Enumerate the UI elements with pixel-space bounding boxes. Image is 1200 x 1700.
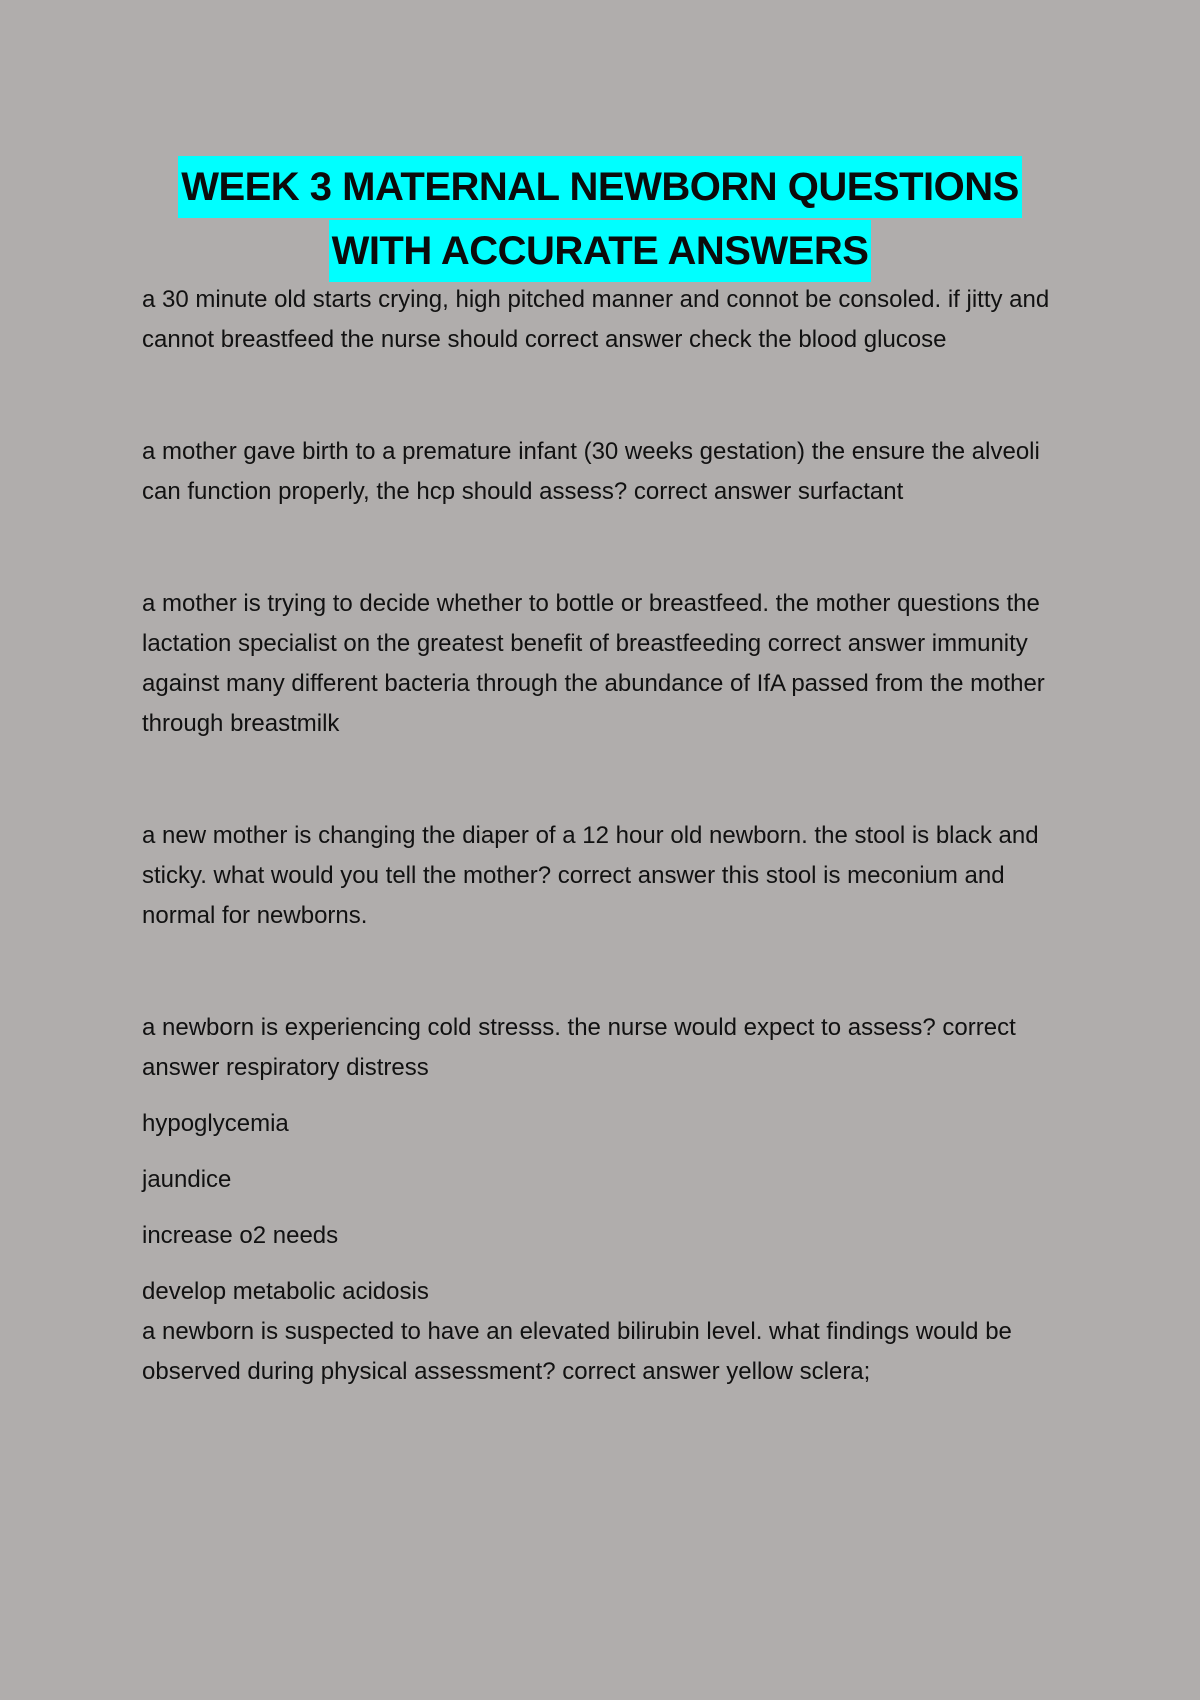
qa-entry-2: a mother gave birth to a premature infant (30 weeks gestation) the ensure the alveoli can function properly, the hcp should assess? correct answer surfactant [142, 438, 1040, 505]
title-line-1: WEEK 3 MATERNAL NEWBORN QUESTIONS [178, 156, 1022, 218]
title-line-2: WITH ACCURATE ANSWERS [329, 220, 872, 282]
qa-entry-3: a mother is trying to decide whether to bottle or breastfeed. the mother questions the lactation specialist on the greatest benefit of breastfeeding correct answer immunity against many different bacteria through the abundance of IfA passed from the mother through breastmilk [142, 590, 1045, 737]
list-item-jaundice: jaundice [142, 1166, 232, 1193]
qa-entry-1: a 30 minute old starts crying, high pitched manner and connot be consoled. if jitty and cannot breastfeed the nurse should correct answer check the blood glucose [142, 286, 1050, 353]
list-item-metabolic-acidosis: develop metabolic acidosis [142, 1278, 429, 1305]
document-body [142, 280, 1062, 1392]
document-title [0, 156, 1200, 284]
qa-entry-5: a newborn is experiencing cold stresss. the nurse would expect to assess? correct answer respiratory distress [142, 1014, 1016, 1081]
qa-entry-6: a newborn is suspected to have an elevated bilirubin level. what findings would be observed during physical assessment? correct answer yellow sclera; [142, 1318, 1012, 1385]
list-item-increase-o2-needs: increase o2 needs [142, 1222, 339, 1249]
list-item-hypoglycemia: hypoglycemia [142, 1110, 289, 1137]
qa-entry-4: a new mother is changing the diaper of a 12 hour old newborn. the stool is black and sticky. what would you tell the mother? correct answer this stool is meconium and normal for newborns. [142, 822, 1039, 929]
